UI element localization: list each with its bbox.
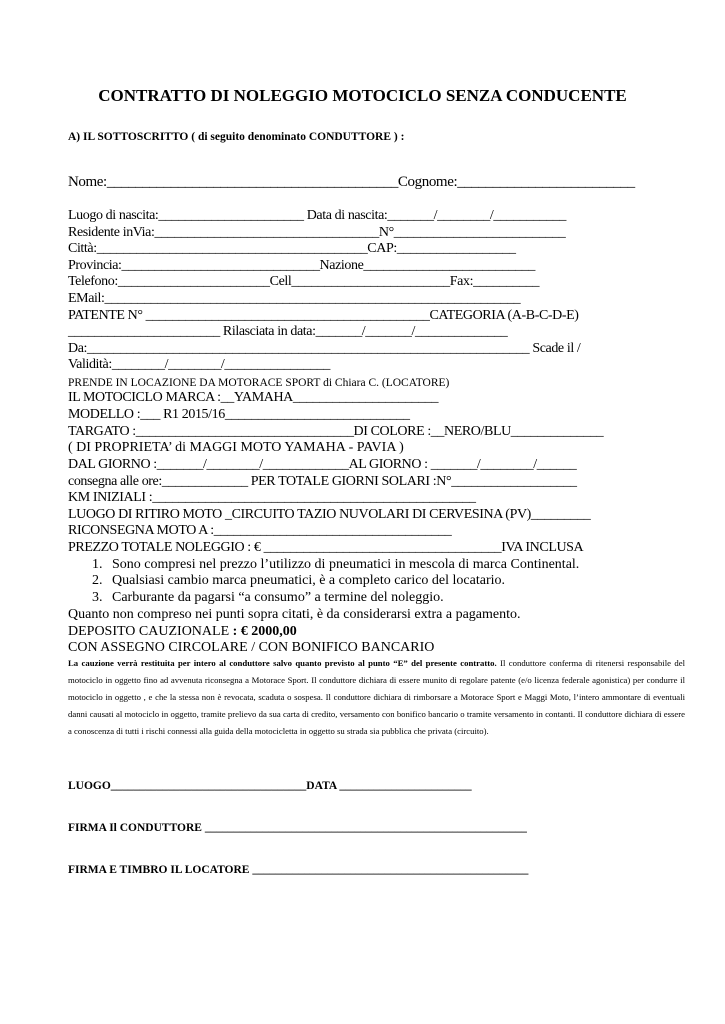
deposito-cauzionale bbox=[68, 624, 297, 640]
list-text: Carburante da pagarsi “a consumo” a termine del noleggio. bbox=[112, 590, 444, 605]
email-field[interactable]: EMail:_______________________________________________________________ bbox=[68, 291, 521, 306]
firma-locatore-line[interactable]: FIRMA E TIMBRO IL LOCATORE ________________________________________________ bbox=[68, 864, 529, 876]
assegno-text: CON ASSEGNO CIRCOLARE / CON BONIFICO BANCARIO bbox=[68, 640, 435, 655]
patente-field[interactable]: PATENTE N° ___________________________________________CATEGORIA (A-B-C-D-E) bbox=[68, 308, 579, 323]
consegna-giorni-field[interactable]: consegna alle ore:_____________ PER TOTALE GIORNI SOLARI :N°___________________ bbox=[68, 474, 577, 489]
modello-field[interactable]: MODELLO :___ R1 2015/16____________________________ bbox=[68, 407, 410, 422]
conditions-paragraph bbox=[68, 655, 685, 740]
nome-cognome-field[interactable]: Nome:_________________________________________Cognome:_________________________ bbox=[68, 174, 635, 190]
rilasciata-field[interactable]: _______________________ Rilasciata in data:_______/_______/______________ bbox=[68, 324, 508, 339]
prezzo-totale-field[interactable]: PREZZO TOTALE NOLEGGIO : € ____________________________________IVA INCLUSA bbox=[68, 540, 584, 555]
list-number: 2. bbox=[92, 573, 103, 588]
prende-locazione-text: PRENDE IN LOCAZIONE DA MOTORACE SPORT di Chiara C. (LOCATORE) bbox=[68, 377, 450, 389]
da-scade-field[interactable]: Da:___________________________________________________________________ Scade il / bbox=[68, 341, 581, 356]
firma-conduttore-line[interactable]: FIRMA Il CONDUTTORE ________________________________________________________ bbox=[68, 822, 527, 834]
luogo-data-signature-line[interactable]: LUOGO__________________________________DATA _______________________ bbox=[68, 780, 472, 792]
residente-field[interactable]: Residente inVia:__________________________________N°__________________________ bbox=[68, 225, 566, 240]
km-iniziali-field[interactable]: KM INIZIALI :_________________________________________________ bbox=[68, 490, 476, 505]
deposito-value: : € 2000,00 bbox=[232, 624, 297, 639]
extra-note: Quanto non compreso nei punti sopra citati, è da considerarsi extra a pagamento. bbox=[68, 607, 521, 622]
list-item bbox=[92, 573, 505, 589]
conditions-text: Il conduttore conferma di ritenersi responsabile del motociclo in oggetto fino ad avvenuta riconsegna a Motorace Sport. Il conduttore dichiara di essere munito di regolare patente (e/o licenza federale agonistica) per condurre il motociclo in oggetto , e che la stessa non è revocata, scaduta o sospesa. Il conduttore dichiara di rimborsare a Motorace Sport e Maggi Moto, l’intero ammontare di eventuali danni causati al motociclo in oggetto, tramite prelievo da sua carta di credito, versamento con bonifico bancario o tramite versamento in contanti. Il conduttore dichiara di essere a conoscenza di tutti i rischi connessi alla guida della motocicletta in oggetto su strada sia pubblica che privata (circuito). bbox=[68, 658, 686, 736]
riconsegna-field[interactable]: RICONSEGNA MOTO A :____________________________________ bbox=[68, 523, 452, 538]
telefono-field[interactable]: Telefono:_______________________Cell________________________Fax:__________ bbox=[68, 274, 540, 289]
list-item bbox=[92, 590, 444, 606]
list-number: 1. bbox=[92, 557, 103, 572]
list-number: 3. bbox=[92, 590, 103, 605]
validita-field[interactable]: Validità:________/________/________________ bbox=[68, 357, 331, 372]
motociclo-marca-field[interactable]: IL MOTOCICLO MARCA :__YAMAHA______________________ bbox=[68, 390, 439, 405]
proprieta-text: ( DI PROPRIETA’ di MAGGI MOTO YAMAHA - PAVIA ) bbox=[68, 440, 404, 455]
deposito-label: DEPOSITO CAUZIONALE bbox=[68, 624, 233, 639]
provincia-nazione-field[interactable]: Provincia:______________________________Nazione__________________________ bbox=[68, 258, 535, 273]
dal-al-giorno-field[interactable]: DAL GIORNO :_______/________/_____________AL GIORNO : _______/________/______ bbox=[68, 457, 577, 472]
conditions-bold: La cauzione verrà restituita per intero al conduttore salvo quanto previsto al punto “E” del presente contratto. bbox=[68, 658, 497, 668]
section-a-heading: A) IL SOTTOSCRITTO ( di seguito denominato CONDUTTORE ) : bbox=[68, 131, 405, 143]
document-title: CONTRATTO DI NOLEGGIO MOTOCICLO SENZA CONDUCENTE bbox=[98, 86, 627, 105]
luogo-data-nascita-field[interactable]: Luogo di nascita:______________________ Data di nascita:_______/________/___________ bbox=[68, 208, 566, 223]
luogo-ritiro-field[interactable]: LUOGO DI RITIRO MOTO _CIRCUITO TAZIO NUVOLARI DI CERVESINA (PV)_________ bbox=[68, 507, 591, 522]
list-item bbox=[92, 557, 579, 573]
targato-colore-field[interactable]: TARGATO :_________________________________DI COLORE :__NERO/BLU______________ bbox=[68, 424, 604, 439]
list-text: Sono compresi nel prezzo l’utilizzo di pneumatici in mescola di marca Continental. bbox=[112, 557, 580, 572]
citta-cap-field[interactable]: Città:_________________________________________CAP:__________________ bbox=[68, 241, 516, 256]
list-text: Qualsiasi cambio marca pneumatici, è a completo carico del locatario. bbox=[112, 573, 505, 588]
